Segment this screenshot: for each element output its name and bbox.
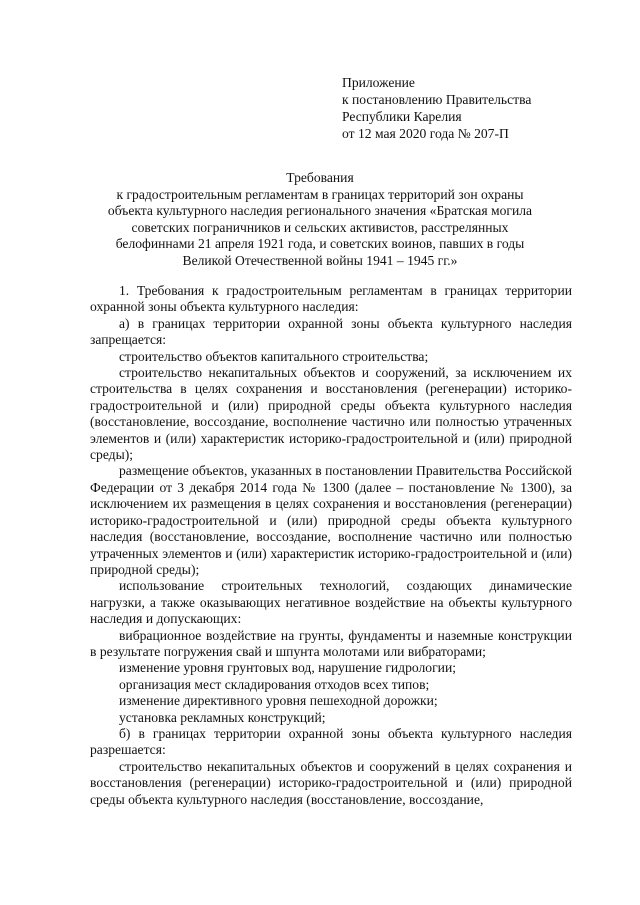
title-line: к градостроительным регламентам в границах территорий зон охраны (116, 186, 524, 202)
list-item: установка рекламных конструкций; (119, 709, 326, 725)
list-item: строительство некапитальных объектов и сооружений в целях сохранения и восстановления (регенерации) историко-градостроительной и (или) природной среды объекта культурного наследия (восстановление, воссоздание, (90, 758, 572, 807)
list-item: изменение уровня грунтовых вод, нарушение гидрологии; (119, 660, 456, 676)
list-item: организация мест складирования отходов всех типов; (119, 676, 430, 692)
list-item: использование строительных технологий, создающих динамические нагрузки, а также оказывающих негативное воздействие на объекты культурного наследия и допускающих: (90, 578, 572, 627)
title-line: Великой Отечественной войны 1941 – 1945 гг.» (182, 252, 458, 268)
list-item: строительство некапитальных объектов и сооружений, за исключением их строительства в целях сохранения и восстановления (регенерации) историко-градостроительной и (или) природной среды объекта культурного наследия (восстановление, воссоздание, восполнение частично или полностью утраченных элементов и (или) характеристик историко-градостроительной и (или) природной среды); (90, 365, 572, 463)
appendix-line: от 12 мая 2020 года № 207-П (342, 126, 509, 141)
title-heading: Требования (286, 170, 354, 185)
title-line: советских пограничников и сельских активистов, расстрелянных (131, 219, 509, 235)
document-title (90, 170, 550, 269)
list-item: изменение директивного уровня пешеходной дорожки; (119, 693, 438, 709)
title-line: белофиннами 21 апреля 1921 года, и советских воинов, павших в годы (115, 236, 525, 251)
subsection-prohibited: а) в границах территории охранной зоны объекта культурного наследия запрещается: (90, 315, 572, 348)
appendix-line: к постановлению Правительства (342, 92, 532, 107)
document-body (90, 283, 572, 808)
list-item: размещение объектов, указанных в постановлении Правительства Российской Федерации от 3 декабря 2014 года № 1300 (далее – постановление № 1300), за исключением их размещения в целях сохранения и восстановления (регенерации) историко-градостроительной и (или) природной среды объекта культурного наследия (восстановление, воссоздание, восполнение частично или полностью утраченных элементов и (или) характеристик историко-градостроительной и (или) природной среды); (90, 463, 572, 577)
appendix-header (342, 74, 602, 142)
title-line: объекта культурного наследия регионального значения «Братская могила (107, 203, 533, 218)
section-heading: 1. Требования к градостроительным регламентам в границах территории охранной зоны объекта культурного наследия: (90, 283, 572, 315)
subsection-permitted: б) в границах территории охранной зоны объекта культурного наследия разрешается: (90, 725, 572, 758)
list-item: вибрационное воздействие на грунты, фундаменты и наземные конструкции в результате погружения свай и шпунта молотами или вибраторами; (90, 627, 572, 659)
list-item: строительство объектов капитального строительства; (119, 348, 429, 364)
appendix-line: Приложение (342, 75, 415, 90)
appendix-line: Республики Карелия (342, 109, 462, 124)
